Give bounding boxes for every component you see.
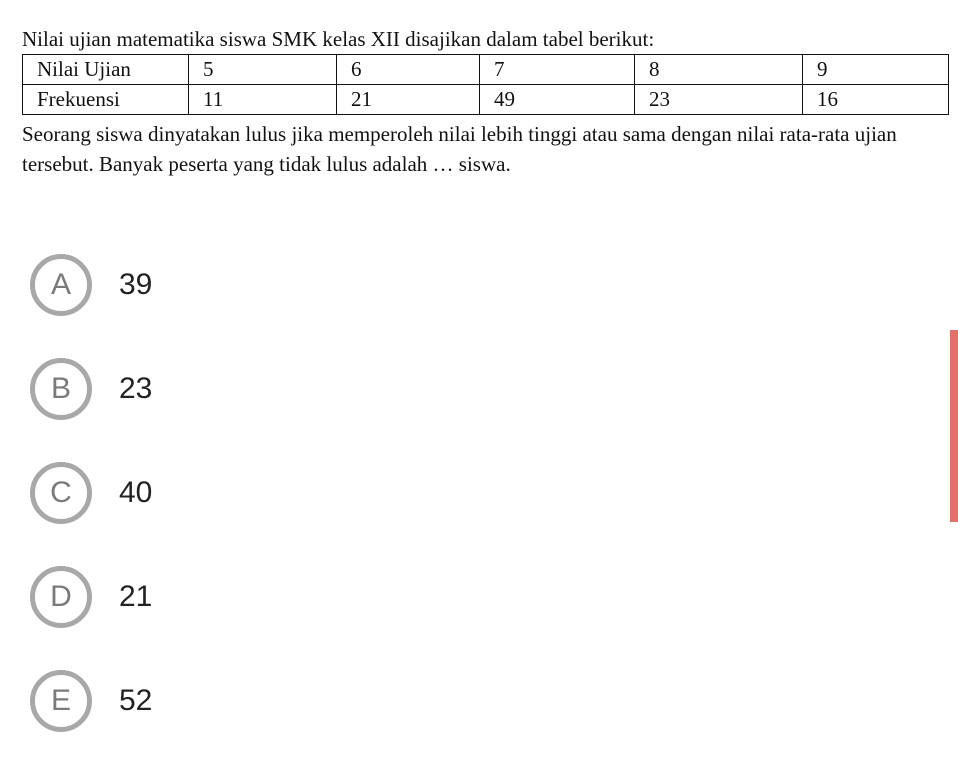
option-text: 23 — [119, 372, 153, 405]
table-cell: 21 — [337, 85, 480, 115]
option-c[interactable] — [30, 461, 152, 525]
table-cell: 5 — [189, 55, 337, 85]
frequency-table — [22, 54, 949, 115]
option-letter-badge: C — [30, 462, 92, 524]
table-cell: 11 — [189, 85, 337, 115]
table-cell: 8 — [635, 55, 803, 85]
question-text: Seorang siswa dinyatakan lulus jika memperoleh nilai lebih tinggi atau sama dengan nilai rata-rata ujian tersebut. Banyak peserta yang tidak lulus adalah … siswa. — [22, 122, 897, 176]
table-cell: 16 — [803, 85, 949, 115]
option-letter-badge: A — [30, 254, 92, 316]
option-text: 21 — [119, 580, 153, 613]
option-letter-badge: D — [30, 566, 92, 628]
scroll-indicator[interactable] — [950, 330, 958, 522]
option-letter-badge: E — [30, 670, 92, 732]
option-b[interactable] — [30, 357, 152, 421]
option-text: 39 — [119, 268, 153, 301]
option-text: 52 — [119, 684, 153, 717]
option-e[interactable] — [30, 669, 152, 733]
answer-options — [30, 253, 152, 773]
option-letter-badge: B — [30, 358, 92, 420]
question-block — [22, 0, 952, 179]
table-cell: 7 — [480, 55, 635, 85]
option-d[interactable] — [30, 565, 152, 629]
table-cell: 9 — [803, 55, 949, 85]
table-cell: 23 — [635, 85, 803, 115]
table-row-header: Nilai Ujian — [23, 55, 189, 85]
question-intro: Nilai ujian matematika siswa SMK kelas XII disajikan dalam tabel berikut: — [22, 27, 655, 51]
option-text: 40 — [119, 476, 153, 509]
table-row — [23, 85, 949, 115]
table-row — [23, 55, 949, 85]
table-cell: 49 — [480, 85, 635, 115]
table-row-header: Frekuensi — [23, 85, 189, 115]
option-a[interactable] — [30, 253, 152, 317]
clipped-text-fragment — [22, 196, 102, 202]
table-cell: 6 — [337, 55, 480, 85]
